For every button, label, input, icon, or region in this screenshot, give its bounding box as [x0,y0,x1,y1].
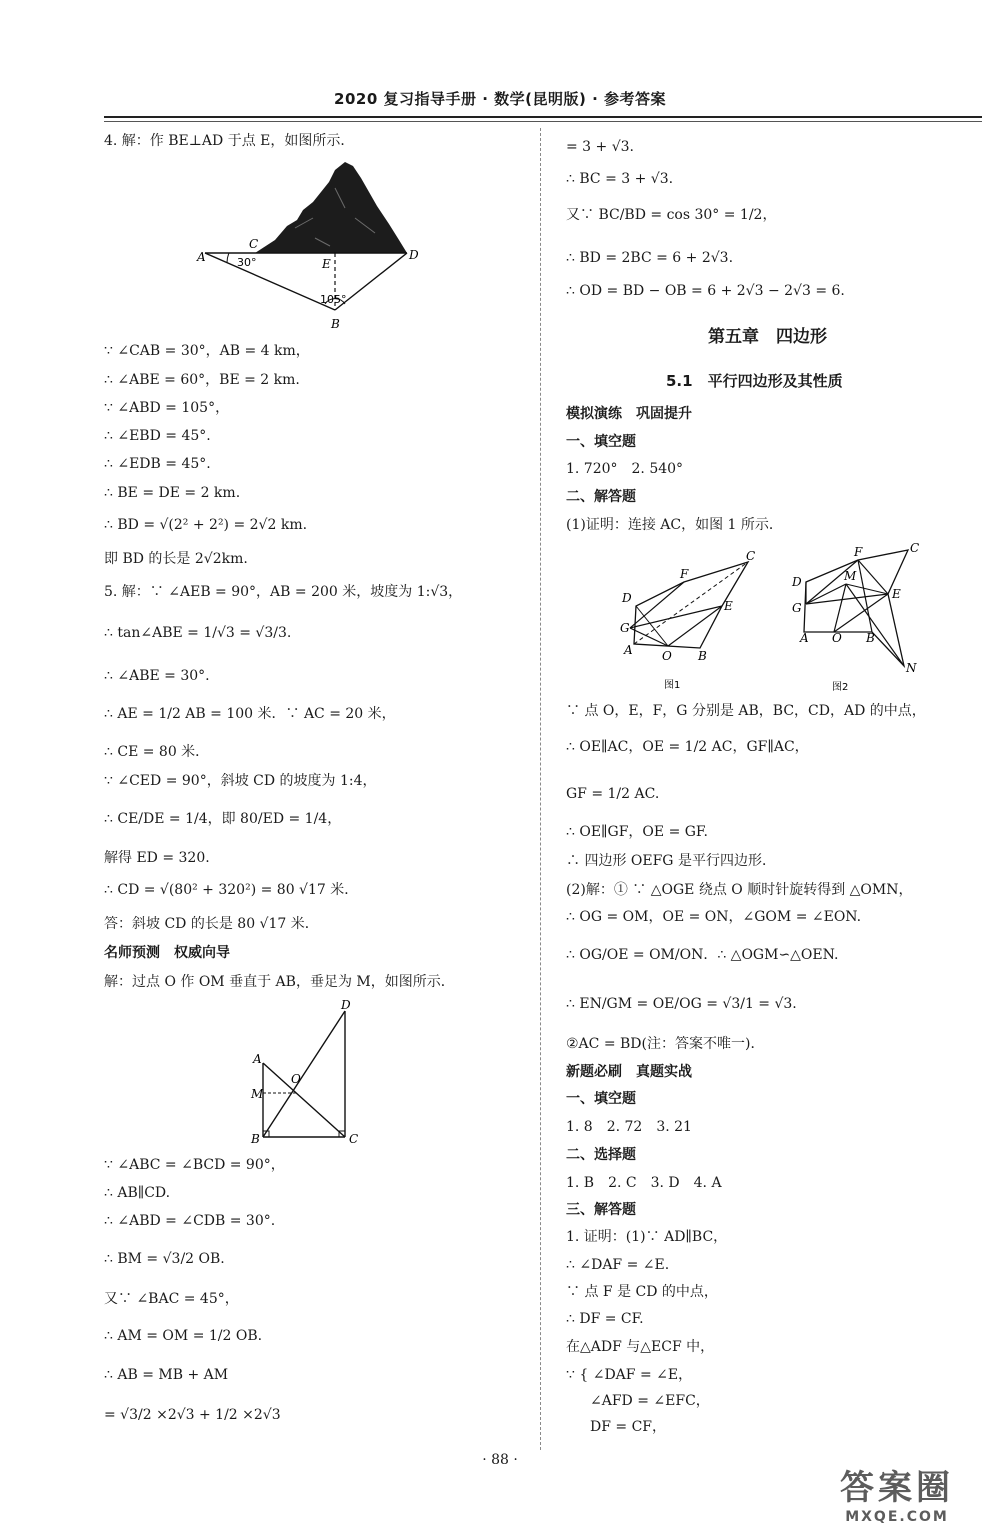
answer-line: ∴ ∠ABE = 30°. [104,668,210,684]
answer-line: ∴ ∠ABE = 60°，BE = 2 km. [104,372,300,388]
page-number: · 88 · [482,1452,518,1468]
answer-line: 解得 ED = 320. [104,850,210,866]
answer-line: ∴ AB∥CD. [104,1185,171,1201]
answer-line: ∴ BE = DE = 2 km. [104,485,241,501]
answer-line: ∴ CE/DE = 1/4，即 80/ED = 1/4， [104,811,342,827]
label-B: B [251,1132,260,1146]
label-O: O [832,631,842,645]
answer-line: ∴ BM = √3/2 OB. [104,1251,225,1267]
watermark-url: MXQE.COM [845,1509,949,1525]
answer-line: ∴ AE = 1/2 AB = 100 米．∵ AC = 20 米， [104,706,396,722]
answer-line: ∴ CE = 80 米． [104,744,210,760]
answer-line: GF = 1/2 AC. [566,786,660,802]
label-F: F [680,567,689,581]
mountain-figure [195,158,425,338]
answer-line: (1)证明：连接 AC，如图 1 所示． [566,517,783,533]
answer-line: ∵ 点 F 是 CD 的中点， [566,1284,718,1300]
label-A: A [624,643,633,657]
answer-line: 又∵ ∠BAC = 45°， [104,1291,239,1307]
label-D: D [409,248,419,262]
answer-line: ∴ BD = 2BC = 6 + 2√3. [566,250,734,266]
header-rule [104,116,982,118]
label-N: N [906,661,917,675]
label-A: A [253,1052,262,1066]
label-B: B [331,317,340,331]
site-watermark [822,1468,972,1532]
answer-line: ∴ 四边形 OEFG 是平行四边形． [566,853,776,869]
label-E: E [724,599,733,613]
label-G: G [620,621,630,635]
answer-line: ∴ AM = OM = 1/2 OB. [104,1328,263,1344]
subsection-heading: 名师预测 权威向导 [104,945,230,961]
label-D: D [341,998,351,1012]
answer-line: ∴ OG/OE = OM/ON．∴ △OGM∽△OEN. [566,947,839,963]
answer-line: 1. 证明：(1)∵ AD∥BC， [566,1229,728,1245]
answer-line: 在△ADF 与△ECF 中， [566,1339,715,1355]
label-B: B [698,649,707,663]
subsection-heading: 三、解答题 [566,1202,636,1218]
answer-line: ∴ OE∥AC，OE = 1/2 AC，GF∥AC， [566,739,809,755]
label-angle-105: 105° [320,293,347,306]
label-D: D [792,575,802,589]
answer-line: ②AC = BD(注：答案不唯一)． [566,1036,765,1052]
label-C: C [249,237,259,251]
label-A: A [197,250,206,264]
label-O: O [662,649,672,663]
answer-line: ∴ OE∥GF，OE = GF. [566,824,708,840]
answer-line: 解：过点 O 作 OM 垂直于 AB，垂足为 M，如图所示． [104,974,455,990]
answer-line: ∵ ∠CAB = 30°，AB = 4 km， [104,343,310,359]
answer-line: 1. B 2. C 3. D 4. A [566,1175,722,1191]
label-C: C [910,541,920,555]
subsection-heading: 新题必刷 真题实战 [566,1064,692,1080]
answer-line: ∵ { ∠DAF = ∠E， [566,1367,693,1383]
answer-line: ∴ tan∠ABE = 1/√3 = √3/3. [104,625,292,641]
label-angle-30: 30° [237,256,257,269]
answer-line: ∴ BD = √(2² + 2²) = 2√2 km. [104,517,308,533]
subsection-heading: 二、解答题 [566,489,636,505]
subsection-heading: 二、选择题 [566,1147,636,1163]
label-B: B [866,631,875,645]
column-separator [540,128,541,1450]
answer-line: DF = CF， [590,1419,666,1435]
answer-line: ∵ ∠ABC = ∠BCD = 90°， [104,1157,285,1173]
answer-line: = 3 + √3. [566,139,634,155]
answer-line: ∵ ∠CED = 90°，斜坡 CD 的坡度为 1:4， [104,773,377,789]
answer-line: = √3/2 ×2√3 + 1/2 ×2√3 [104,1407,281,1423]
subsection-heading: 模拟演练 巩固提升 [566,406,692,422]
answer-line: ∴ CD = √(80² + 320²) = 80 √17 米． [104,882,359,898]
figure-2 [790,540,930,695]
answer-line: ∴ OG = OM，OE = ON，∠GOM = ∠EON. [566,909,862,925]
answer-line: 即 BD 的长是 2√2km. [104,551,248,567]
label-M: M [844,569,857,583]
label-E: E [322,257,331,271]
label-F: F [854,545,863,559]
figure-1-caption: 图1 [664,680,681,691]
label-A: A [800,631,809,645]
answer-line: ∴ ∠ABD = ∠CDB = 30°. [104,1213,276,1229]
answer-line: ∴ ∠EBD = 45°. [104,428,211,444]
label-O: O [291,1072,301,1086]
answer-line: ∴ ∠EDB = 45°. [104,456,211,472]
answer-line: 又∵ BC/BD = cos 30° = 1/2， [566,207,777,223]
label-D: D [622,591,632,605]
answer-line: 答：斜坡 CD 的长是 80 √17 米． [104,916,319,932]
answer-line: ∵ ∠ABD = 105°， [104,400,230,416]
label-M: M [251,1087,264,1101]
label-E: E [892,587,901,601]
answer-line: (2)解：① ∵ △OGE 绕点 O 顺时针旋转得到 △OMN， [566,882,913,898]
label-C: C [349,1132,359,1146]
answer-line: 1. 8 2. 72 3. 21 [566,1119,692,1135]
subsection-heading: 一、填空题 [566,1091,636,1107]
answer-line: ∴ OD = BD − OB = 6 + 2√3 − 2√3 = 6. [566,283,845,299]
figure-2-caption: 图2 [832,682,849,693]
page-header: 2020 复习指导手册 · 数学(昆明版) · 参考答案 [334,90,666,108]
label-C: C [746,549,756,563]
answer-line: ∴ DF = CF. [566,1311,644,1327]
subsection-heading: 一、填空题 [566,434,636,450]
rectangle-figure [245,995,375,1150]
answer-line: 4. 解：作 BE⊥AD 于点 E，如图所示． [104,133,355,149]
answer-line: ∴ BC = 3 + √3. [566,171,674,187]
header-rule-thin [104,121,982,122]
chapter-title: 第五章 四边形 [708,327,827,347]
answer-line: ∵ 点 O，E，F，G 分别是 AB，BC，CD，AD 的中点， [566,703,926,719]
section-title: 5.1 平行四边形及其性质 [666,372,843,390]
label-G: G [792,601,802,615]
answer-line: ∴ ∠DAF = ∠E. [566,1257,670,1273]
answer-line: ∴ AB = MB + AM [104,1367,229,1383]
figure-1 [620,548,760,693]
answer-line: ∠AFD = ∠EFC， [590,1393,710,1409]
answer-line: 5. 解：∵ ∠AEB = 90°，AB = 200 米，坡度为 1:√3， [104,584,463,600]
answer-line: 1. 720° 2. 540° [566,461,684,477]
watermark-logo: 答案圈 [840,1468,954,1508]
answer-line: ∴ EN/GM = OE/OG = √3/1 = √3. [566,996,797,1012]
